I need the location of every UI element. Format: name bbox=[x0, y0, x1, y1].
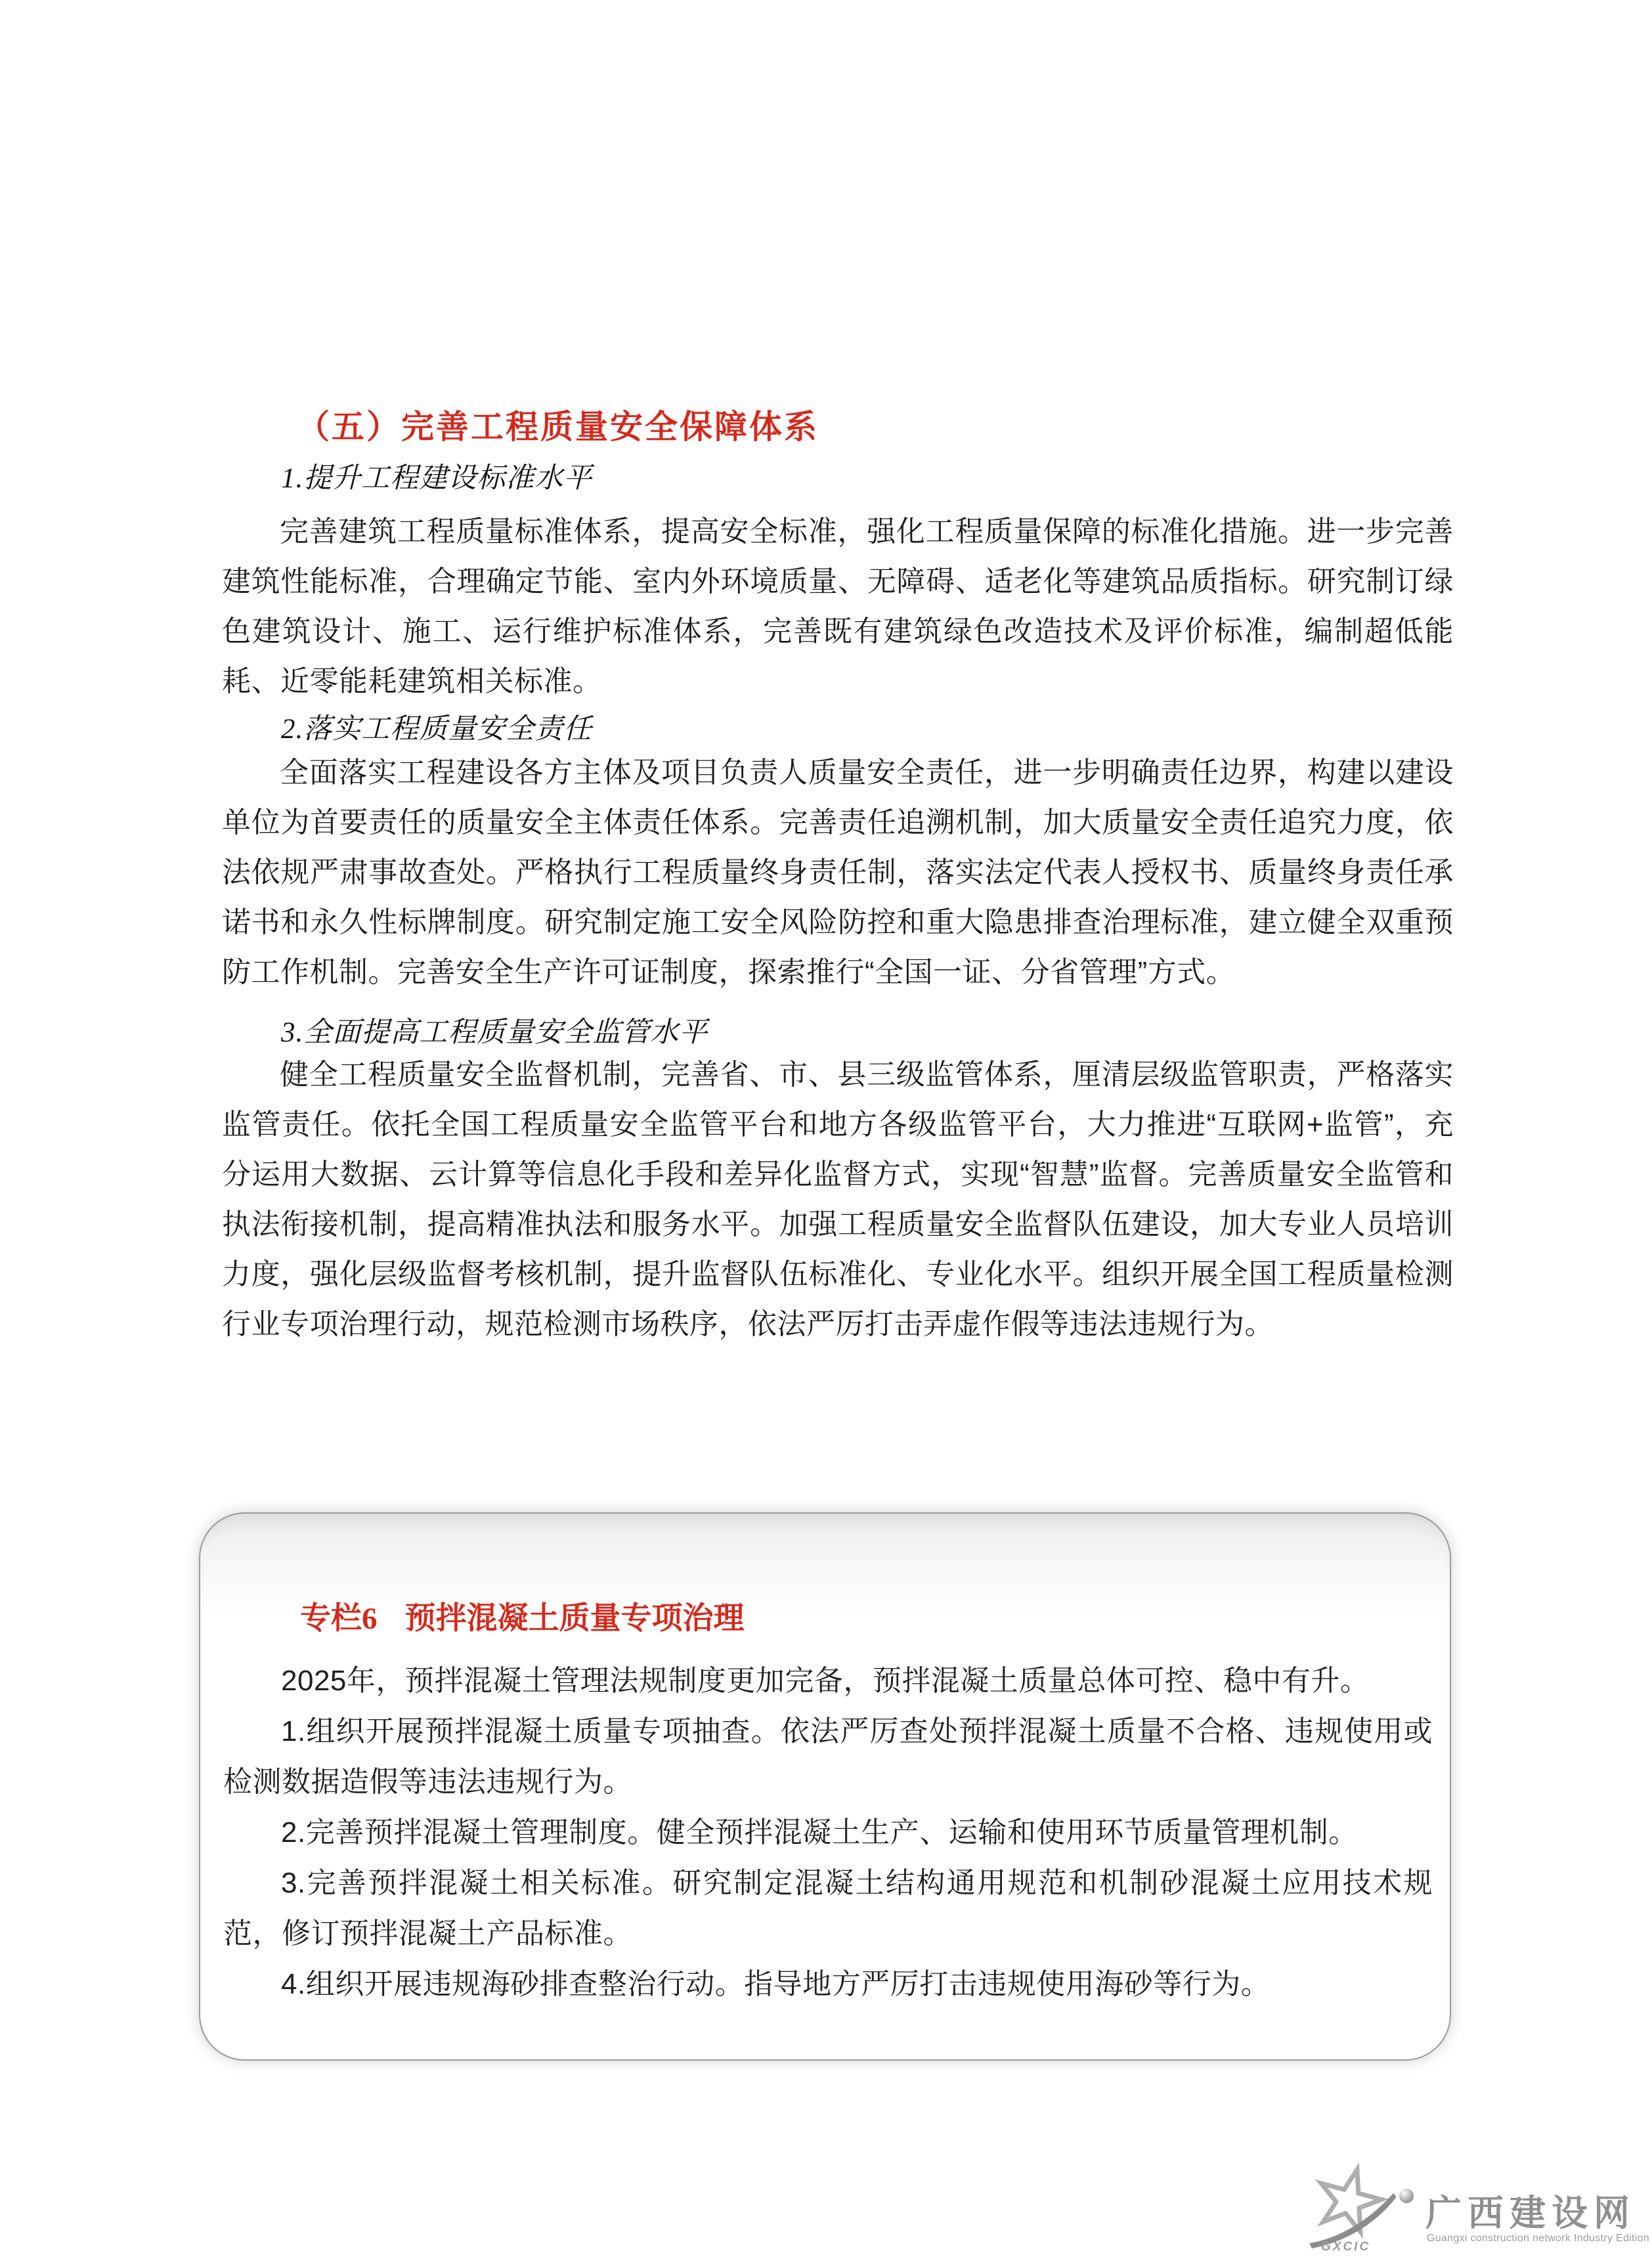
panel-title-text: 预拌混凝土质量专项治理 bbox=[404, 1602, 745, 1636]
publisher-watermark bbox=[1297, 2158, 1652, 2257]
watermark-english-name: Guangxi construction network Industry Edition bbox=[1427, 2233, 1649, 2244]
section-heading: （五）完善工程质量安全保障体系 bbox=[297, 408, 819, 445]
gxcic-star-icon bbox=[1307, 2163, 1428, 2255]
watermark-chinese-name: 广西建设网 bbox=[1425, 2193, 1636, 2233]
panel-body bbox=[223, 1655, 1433, 2009]
callout-panel-column6 bbox=[199, 1512, 1451, 2061]
panel-paragraph: 2025年，预拌混凝土管理法规制度更加完备，预拌混凝土质量总体可控、稳中有升。 bbox=[281, 1665, 1370, 1697]
gxcic-acronym: GXCIC bbox=[1321, 2240, 1371, 2254]
panel-paragraph: 1.组织开展预拌混凝土质量专项抽查。依法严厉查处预拌混凝土质量不合格、违规使用或检测数据造假等违法违规行为。 bbox=[223, 1715, 1433, 1798]
subsection-1-paragraph: 完善建筑工程质量标准体系，提高安全标准，强化工程质量保障的标准化措施。进一步完善建筑性能标准，合理确定节能、室内外环境质量、无障碍、适老化等建筑品质指标。研究制订绿色建筑设计、施工、运行维护标准体系，完善既有建筑绿色改造技术及评价标准，编制超低能耗、近零能耗建筑相关标准。 bbox=[222, 515, 1454, 697]
panel-paragraph: 2.完善预拌混凝土管理制度。健全预拌混凝土生产、运输和使用环节质量管理机制。 bbox=[281, 1816, 1358, 1849]
subsection-2-heading: 2.落实工程质量安全责任 bbox=[281, 714, 593, 745]
panel-paragraph: 3.完善预拌混凝土相关标准。研究制定混凝土结构通用规范和机制砂混凝土应用技术规范，修订预拌混凝土产品标准。 bbox=[223, 1867, 1433, 1950]
subsection-2-paragraph: 全面落实工程建设各方主体及项目负责人质量安全责任，进一步明确责任边界，构建以建设单位为首要责任的质量安全主体责任体系。完善责任追溯机制，加大质量安全责任追究力度，依法依规严肃事故查处。严格执行工程质量终身责任制，落实法定代表人授权书、质量终身责任承诺书和永久性标牌制度。研究制定施工安全风险防控和重大隐患排查治理标准，建立健全双重预防工作机制。完善安全生产许可证制度，探索推行“全国一证、分省管理”方式。 bbox=[222, 756, 1454, 988]
subsection-3-heading: 3.全面提高工程质量安全监管水平 bbox=[281, 1017, 708, 1048]
panel-title-label: 专栏6 bbox=[300, 1602, 378, 1636]
subsection-1-heading: 1.提升工程建设标准水平 bbox=[281, 463, 593, 494]
panel-title bbox=[300, 1594, 745, 1638]
panel-paragraph: 4.组织开展违规海砂排查整治行动。指导地方严厉打击违规使用海砂等行为。 bbox=[281, 1968, 1271, 2000]
subsection-3-paragraph: 健全工程质量安全监督机制，完善省、市、县三级监管体系，厘清层级监管职责，严格落实监管责任。依托全国工程质量安全监管平台和地方各级监管平台，大力推进“互联网+监管”，充分运用大数据、云计算等信息化手段和差异化监督方式，实现“智慧”监督。完善质量安全监管和执法衔接机制，提高精准执法和服务水平。加强工程质量安全监督队伍建设，加大专业人员培训力度，强化层级监督考核机制，提升监督队伍标准化、专业化水平。组织开展全国工程质量检测行业专项治理行动，规范检测市场秩序，依法严厉打击弄虚作假等违法违规行为。 bbox=[222, 1059, 1454, 1340]
